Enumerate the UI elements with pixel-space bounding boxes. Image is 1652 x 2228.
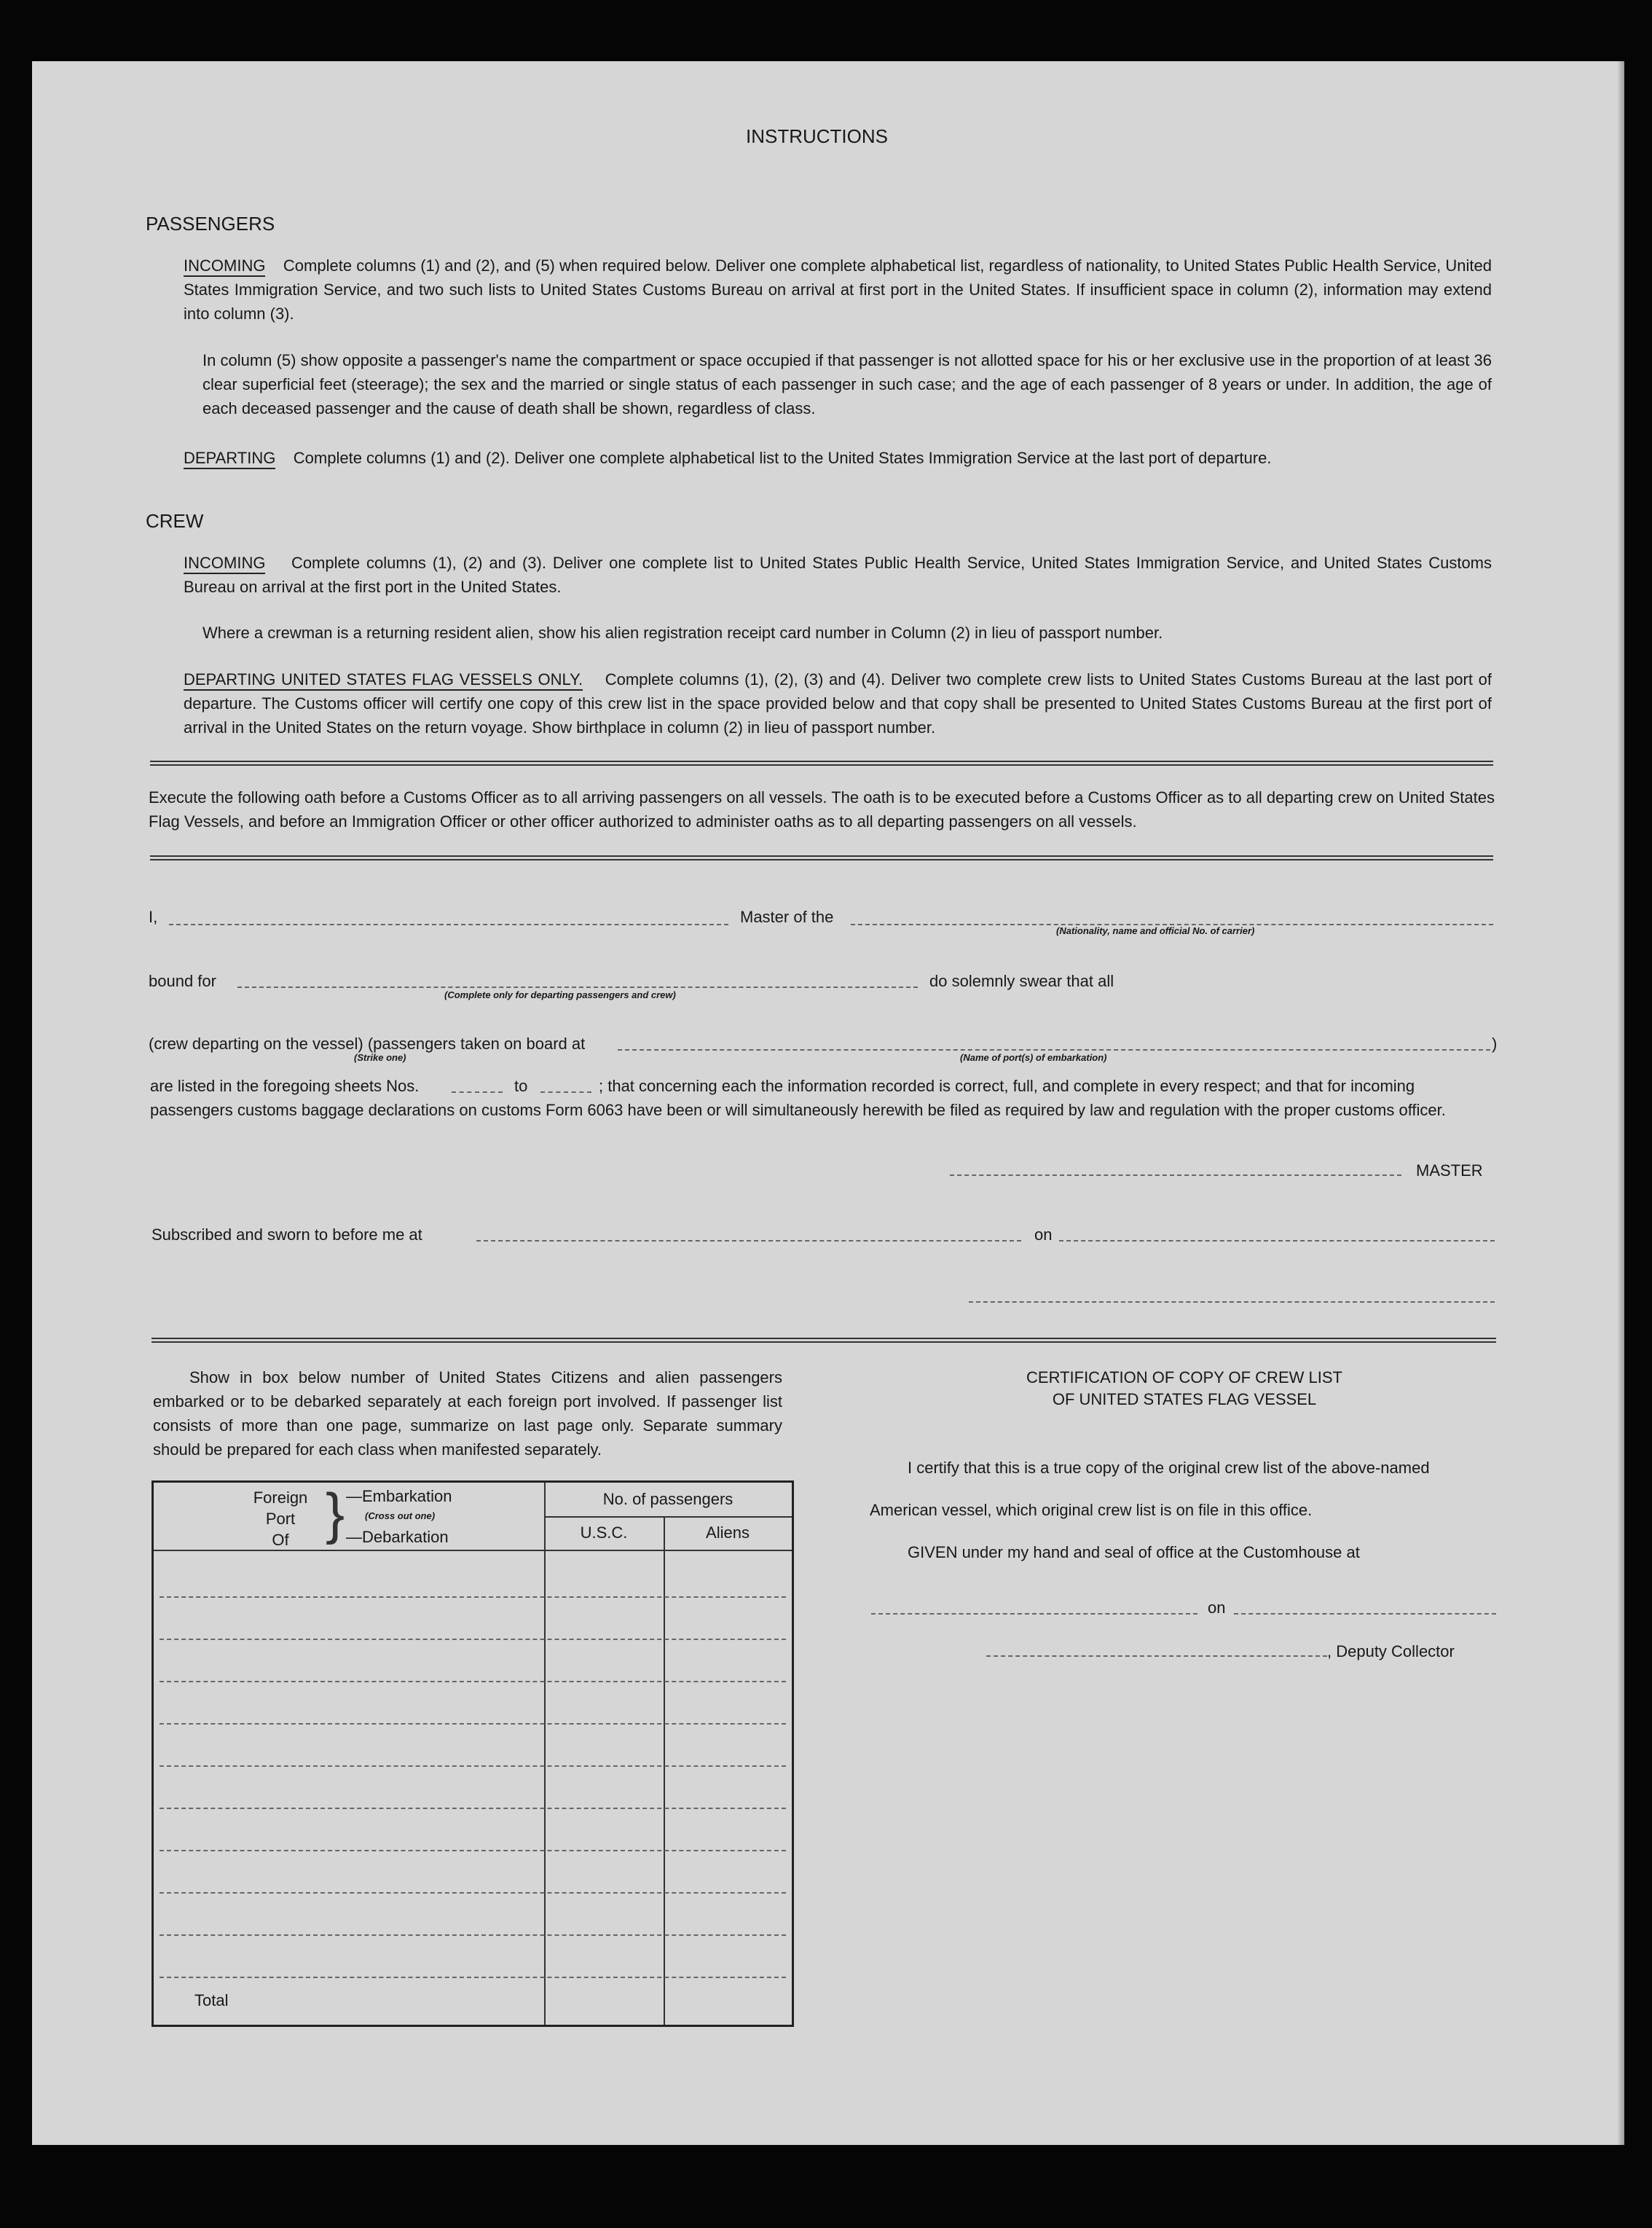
port-label: Port xyxy=(265,1510,296,1528)
officer-signature-line[interactable] xyxy=(969,1301,1495,1303)
table-row[interactable] xyxy=(160,1934,786,1936)
master-label: MASTER xyxy=(1416,1161,1483,1180)
table-divider-2 xyxy=(664,1518,665,2025)
table-row[interactable] xyxy=(160,1850,786,1851)
master-name-field[interactable] xyxy=(169,924,728,925)
foregoing-sheets-a: are listed in the foregoing sheets Nos. xyxy=(150,1077,420,1095)
table-row[interactable] xyxy=(160,1765,786,1767)
embarkation-ports-field[interactable] xyxy=(618,1049,1490,1051)
master-signature-line[interactable] xyxy=(950,1174,1401,1176)
subscribed-label: Subscribed and sworn to before me at xyxy=(152,1225,422,1244)
page-edge-shadow xyxy=(1617,61,1624,2145)
foregoing-to-label: to xyxy=(514,1077,528,1095)
certify-line1: I certify that this is a true copy of the original crew list of the above-named xyxy=(908,1459,1430,1477)
carrier-note: (Nationality, name and official No. of carrier) xyxy=(1056,925,1255,936)
deputy-signature-line[interactable] xyxy=(986,1655,1327,1657)
certification-date-field[interactable] xyxy=(1234,1613,1496,1615)
passengers-incoming-text: Complete columns (1) and (2), and (5) when required below. Deliver one complete alphabetical list, regardless of nationality, to United States Public Health Service, United States Immigration Service, and two such lists to United States Customs Bureau on arrival at first port in the United States. If insufficient space in column (2), information may extend into column (3). xyxy=(184,256,1492,323)
certification-on-label: on xyxy=(1208,1599,1226,1617)
foregoing-sheets-b: ; that concerning each the information recorded is correct, full, and complete in every respect; and that for incoming xyxy=(599,1077,1415,1095)
crew-departing-paragraph xyxy=(184,667,1492,740)
sheet-from-field[interactable] xyxy=(452,1091,503,1093)
subscribed-on-label: on xyxy=(1034,1225,1053,1244)
foreign-label: Foreign xyxy=(253,1488,308,1507)
table-row[interactable] xyxy=(160,1596,786,1598)
embarkation-label[interactable]: —Embarkation xyxy=(346,1487,452,1505)
oath-i-label: I, xyxy=(149,908,158,926)
table-row[interactable] xyxy=(160,1892,786,1894)
page-title: INSTRUCTIONS xyxy=(746,125,888,147)
section-divider-3 xyxy=(152,1338,1496,1343)
passengers-incoming-label: INCOMING xyxy=(184,256,265,277)
crew-incoming-text: Complete columns (1), (2) and (3). Deliver one complete list to United States Public Health Service, United States Immigration Service, and United States Customs Bureau on arrival at the first port in the United States. xyxy=(184,554,1492,596)
cross-out-note: (Cross out one) xyxy=(365,1510,436,1521)
column5-paragraph: In column (5) show opposite a passenger's name the compartment or space occupied if that passenger is not allotted space for his or her exclusive use in the proportion of at least 36 clear superficial feet (steerage); the sex and the married or single status of each passenger in such case; and the age of each passenger of 8 years or under. In addition, the age of each deceased passenger and the cause of death shall be shown, regardless of class. xyxy=(202,351,1492,417)
section-divider-2 xyxy=(150,855,1493,860)
no-of-passengers-label: No. of passengers xyxy=(602,1490,733,1508)
passengers-departing-paragraph xyxy=(184,446,1492,470)
master-of-the-label: Master of the xyxy=(740,908,834,926)
section-divider-1 xyxy=(150,761,1493,766)
passengers-heading: PASSENGERS xyxy=(146,213,275,235)
given-line: GIVEN under my hand and seal of office at the Customhouse at xyxy=(908,1543,1360,1561)
table-row[interactable] xyxy=(160,1977,786,1978)
usc-label: U.S.C. xyxy=(580,1523,628,1542)
crew-departing-text: Complete columns (1), (2), (3) and (4). Deliver two complete crew lists to United States Customs Bureau at the last port of departure. The Customs officer will certify one copy of this crew list in the space provided below and that copy shall be presented to United States Customs Bureau at the first port of arrival in the United States on the return voyage. Show birthplace in column (2) in lieu of passport number. xyxy=(184,670,1492,737)
crew-departing-label: DEPARTING UNITED STATES FLAG VESSELS ONLY. xyxy=(184,670,583,691)
certify-line2: American vessel, which original crew list is on file in this office. xyxy=(870,1501,1313,1519)
table-row[interactable] xyxy=(160,1681,786,1682)
passenger-summary-table xyxy=(152,1480,794,2027)
solemnly-swear-text: do solemnly swear that all xyxy=(929,972,1114,990)
customhouse-field[interactable] xyxy=(871,1613,1197,1615)
crew-heading: CREW xyxy=(146,510,204,532)
aliens-label: Aliens xyxy=(706,1523,750,1542)
certification-title-line2: OF UNITED STATES FLAG VESSEL xyxy=(1052,1390,1317,1408)
ports-note: (Name of port(s) of embarkation) xyxy=(960,1052,1107,1063)
bound-for-field[interactable] xyxy=(237,986,918,988)
passengers-departing-label: DEPARTING xyxy=(184,449,275,469)
bound-for-note: (Complete only for departing passengers and crew) xyxy=(444,989,676,1000)
passengers-incoming-paragraph xyxy=(184,254,1492,326)
foregoing-sheets-rest: passengers customs baggage declarations on customs Form 6063 have been or will simultaneously herewith be filed as required by law and regulation with the proper customs officer. xyxy=(150,1101,1446,1119)
crew-alien-paragraph: Where a crewman is a returning resident alien, show his alien registration receipt card number in Column (2) in lieu of passport number. xyxy=(202,624,1163,642)
crew-incoming-label: INCOMING xyxy=(184,554,265,574)
passengers-departing-text: Complete columns (1) and (2). Deliver one complete alphabetical list to the United States Immigration Service at the last port of departure. xyxy=(293,449,1272,467)
foreign-port-of-label xyxy=(244,1487,317,1550)
subscribed-date-field[interactable] xyxy=(1059,1240,1495,1242)
total-label: Total xyxy=(194,1991,229,2009)
bound-for-label: bound for xyxy=(149,972,216,990)
crew-incoming-paragraph xyxy=(184,551,1492,599)
table-row[interactable] xyxy=(160,1723,786,1725)
certification-title-line1: CERTIFICATION OF COPY OF CREW LIST xyxy=(1026,1368,1342,1386)
oath-instructions: Execute the following oath before a Customs Officer as to all arriving passengers on all vessels. The oath is to be executed before a Customs Officer as to all departing crew on United States Flag Vessels, and before an Immigration Officer or other officer authorized to administer oaths as to all departing passengers on all vessels. xyxy=(149,788,1495,831)
table-divider-1 xyxy=(544,1483,546,2025)
oath-close-paren: ) xyxy=(1492,1035,1498,1053)
table-row[interactable] xyxy=(160,1639,786,1640)
table-subheader-rule xyxy=(544,1516,792,1518)
sheet-to-field[interactable] xyxy=(540,1091,591,1093)
table-row[interactable] xyxy=(160,1808,786,1809)
brace-glyph: } xyxy=(326,1481,345,1545)
debarkation-label[interactable]: —Debarkation xyxy=(346,1528,449,1546)
deputy-collector-label: , Deputy Collector xyxy=(1327,1642,1455,1660)
strike-one-note: (Strike one) xyxy=(354,1052,406,1063)
of-label: Of xyxy=(272,1531,289,1549)
crew-departing-text-line: (crew departing on the vessel) (passengers taken on board at xyxy=(149,1035,586,1053)
subscribed-place-field[interactable] xyxy=(476,1240,1021,1242)
summary-instructions: Show in box below number of United States Citizens and alien passengers embarked or to be debarked separately at each foreign port involved. If passenger list consists of more than one page, summarize on last page only. Separate summary should be prepared for each class when manifested separately. xyxy=(153,1368,782,1459)
